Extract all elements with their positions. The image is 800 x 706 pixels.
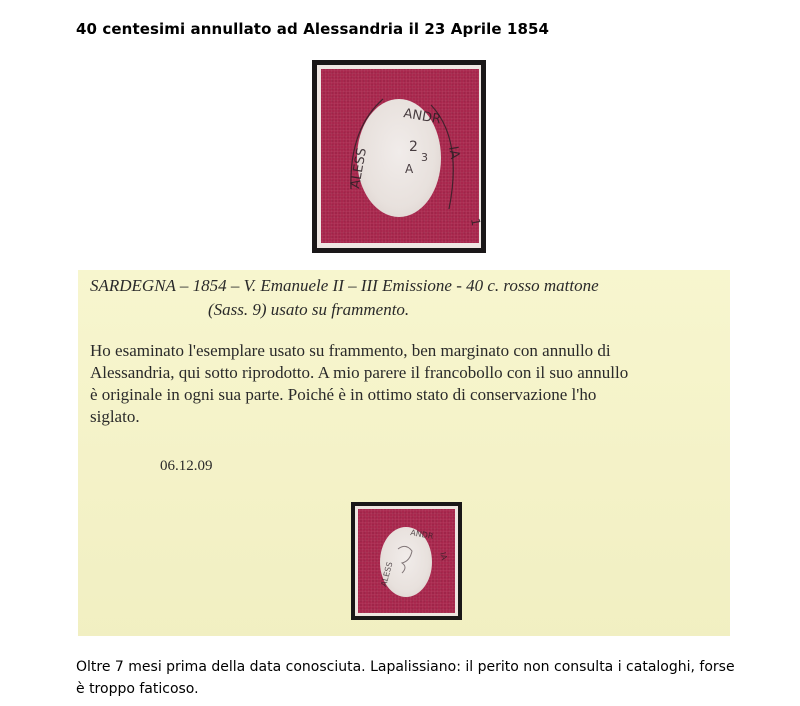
stamp-photo-bottom xyxy=(351,502,462,620)
svg-text:ANDR: ANDR xyxy=(402,106,443,128)
certificate-subheading: (Sass. 9) usato su frammento. xyxy=(208,300,410,319)
caption-text: Oltre 7 mesi prima della data conosciuta. Lapalissiano: il perito non consulta i cataloghi, forse è troppo faticoso. xyxy=(76,659,735,697)
certificate-heading: SARDEGNA – 1854 – V. Emanuele II – III Emissione - 40 c. rosso mattone xyxy=(90,276,599,295)
postmark-cancel-icon xyxy=(321,69,484,243)
postmark-cancel-small-icon xyxy=(358,509,455,613)
svg-text:2: 2 xyxy=(409,139,418,155)
svg-text:IA: IA xyxy=(438,551,449,562)
svg-text:ALESS: ALESS xyxy=(379,560,395,588)
stamp-fragment-paper-small xyxy=(355,506,458,616)
certificate-body: Ho esaminato l'esemplare usato su frammento, ben marginato con annullo di Alessandria, qui sotto riprodotto. A mio parere il francobollo con il suo annullo è originale in ogni sua parte. Poiché è in ottimo stato di conservazione l'ho siglato. xyxy=(90,341,629,426)
svg-text:ANDR: ANDR xyxy=(409,528,435,541)
stamp-fragment-paper xyxy=(317,65,484,248)
stamp-40c-red xyxy=(321,69,484,243)
stamp-photo-top xyxy=(312,60,486,253)
certificate-date: 06.12.09 xyxy=(160,458,213,474)
svg-text:1: 1 xyxy=(468,217,484,228)
svg-text:A: A xyxy=(405,162,414,176)
svg-text:IA: IA xyxy=(445,145,463,161)
svg-text:3: 3 xyxy=(421,151,428,164)
page-title: 40 centesimi annullato ad Alessandria il 23 Aprile 1854 xyxy=(76,20,550,38)
svg-text:ALESS: ALESS xyxy=(348,146,371,190)
stamp-40c-red-small xyxy=(358,509,455,613)
